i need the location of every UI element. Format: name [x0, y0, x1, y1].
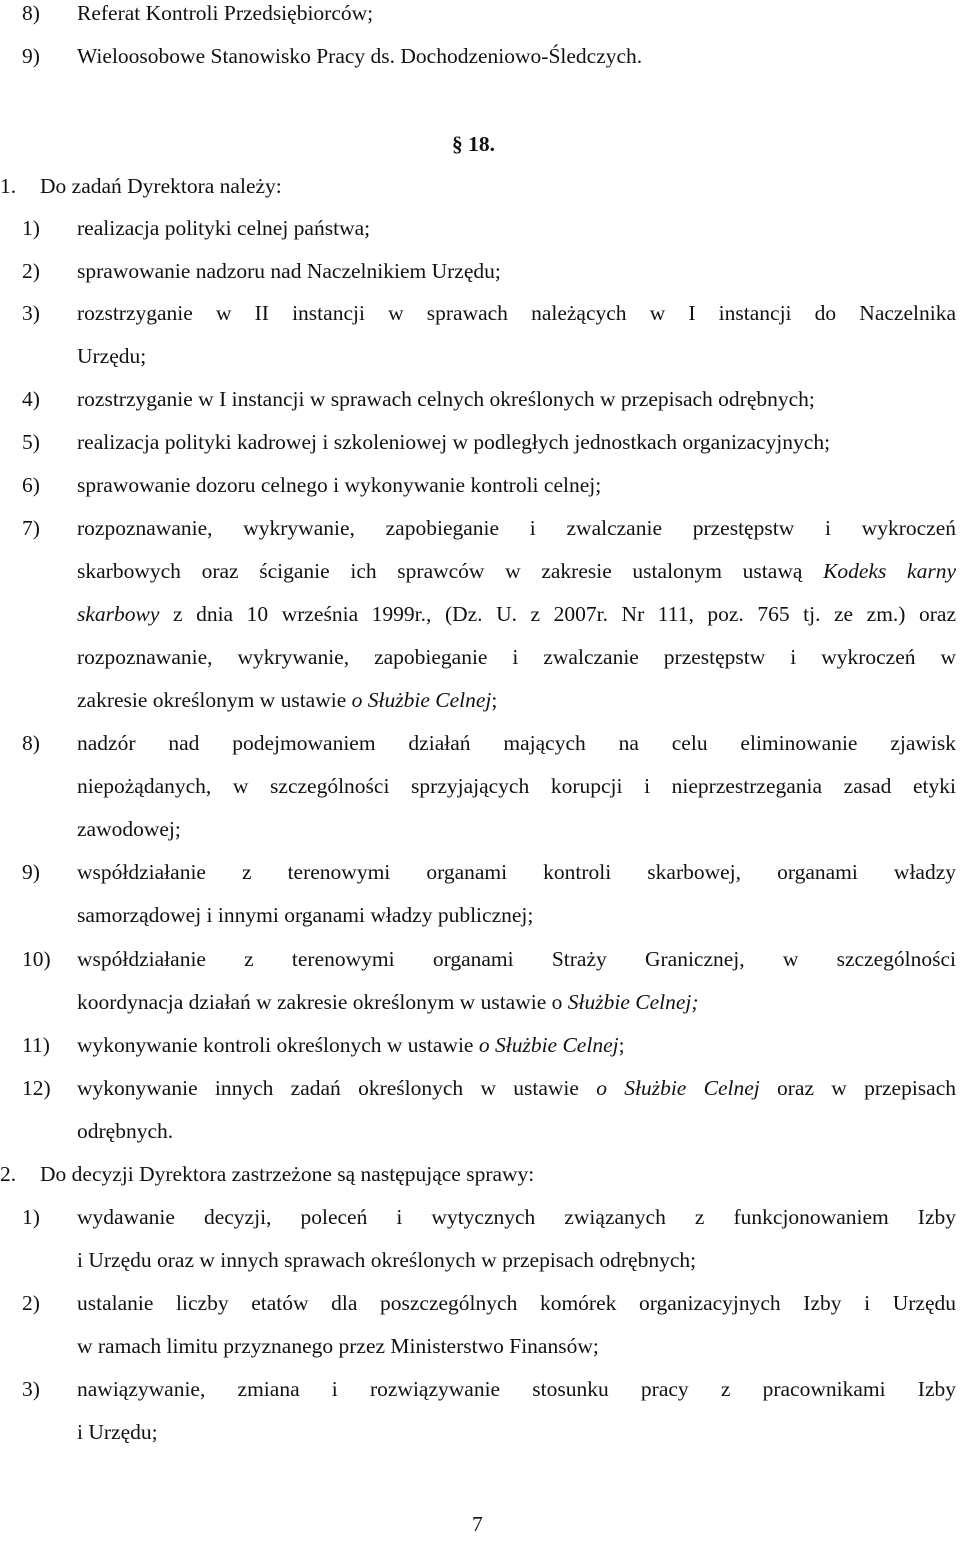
- list-text-line: rozpoznawanie, wykrywanie, zapobieganie i zwalczanie przestępstw i wykroczeń: [77, 516, 956, 540]
- list-text-line: zawodowej;: [77, 817, 181, 841]
- list-text: sprawowanie dozoru celnego i wykonywanie kontroli celnej;: [77, 473, 602, 497]
- list-number: 7): [22, 516, 40, 540]
- list-number: 2): [22, 259, 40, 283]
- law-title: skarbowy: [77, 602, 160, 626]
- list-text-line: nadzór nad podejmowaniem działań mających na celu eliminowanie zjawisk: [77, 731, 956, 755]
- list-text: rozstrzyganie w I instancji w sprawach celnych określonych w przepisach odrębnych;: [77, 387, 815, 411]
- list-text-line: Urzędu;: [77, 344, 147, 368]
- paragraph-intro: Do zadań Dyrektora należy:: [40, 174, 282, 198]
- paragraph-number: 2.: [0, 1162, 17, 1186]
- list-text-line: niepożądanych, w szczególności sprzyjających korupcji i nieprzestrzegania zasad etyki: [77, 774, 956, 798]
- law-title: Kodeks karny: [823, 559, 956, 583]
- list-text-line: wykonywanie innych zadań określonych w ustawie o Służbie Celnej oraz w przepisach: [77, 1076, 957, 1100]
- law-title: o Służbie Celnej: [596, 1076, 760, 1100]
- list-text: Referat Kontroli Przedsiębiorców;: [77, 1, 374, 25]
- list-text: wykonywanie kontroli określonych w ustawie o Służbie Celnej;: [77, 1033, 625, 1057]
- list-text-line: w ramach limitu przyznanego przez Ministerstwo Finansów;: [77, 1334, 599, 1358]
- list-text-line: skarbowych oraz ściganie ich sprawców w zakresie ustalonym ustawą Kodeks karny: [77, 559, 956, 583]
- list-text-line: rozpoznawanie, wykrywanie, zapobieganie i zwalczanie przestępstw i wykroczeń w: [77, 645, 956, 669]
- list-number: 1): [22, 1205, 40, 1229]
- page-number: 7: [472, 1512, 483, 1536]
- paragraph-intro: Do decyzji Dyrektora zastrzeżone są następujące sprawy:: [40, 1162, 535, 1186]
- list-text-line: rozstrzyganie w II instancji w sprawach należących w I instancji do Naczelnika: [77, 301, 956, 325]
- list-text: sprawowanie nadzoru nad Naczelnikiem Urzędu;: [77, 259, 501, 283]
- list-number: 11): [22, 1033, 50, 1057]
- list-text-line: współdziałanie z terenowymi organami Straży Granicznej, w szczególności: [77, 947, 956, 971]
- list-text-line: samorządowej i innymi organami władzy publicznej;: [77, 903, 534, 927]
- list-number: 4): [22, 387, 40, 411]
- list-number: 3): [22, 1377, 40, 1401]
- list-number: 9): [22, 860, 40, 884]
- list-number: 8): [22, 731, 40, 755]
- law-title: Służbie Celnej;: [567, 990, 699, 1014]
- list-number: 3): [22, 301, 40, 325]
- list-text: realizacja polityki kadrowej i szkoleniowej w podległych jednostkach organizacyjnych;: [77, 430, 831, 454]
- list-number: 8): [22, 1, 40, 25]
- list-number: 2): [22, 1291, 40, 1315]
- section-heading: § 18.: [452, 132, 495, 156]
- paragraph-number: 1.: [0, 174, 17, 198]
- list-text-line: odrębnych.: [77, 1119, 174, 1143]
- list-text-line: skarbowy z dnia 10 września 1999r., (Dz. U. z 2007r. Nr 111, poz. 765 tj. ze zm.) oraz: [77, 602, 957, 626]
- list-number: 10): [22, 947, 51, 971]
- list-text-line: ustalanie liczby etatów dla poszczególnych komórek organizacyjnych Izby i Urzędu: [77, 1291, 956, 1315]
- list-number: 6): [22, 473, 40, 497]
- list-text-line: wydawanie decyzji, poleceń i wytycznych związanych z funkcjonowaniem Izby: [77, 1205, 956, 1229]
- list-number: 5): [22, 430, 40, 454]
- list-text-line: i Urzędu;: [77, 1420, 158, 1444]
- law-title: o Służbie Celnej: [478, 1033, 619, 1057]
- law-title: o Służbie Celnej: [351, 688, 492, 712]
- list-text-line: zakresie określonym w ustawie o Służbie Celnej;: [77, 688, 498, 712]
- list-number: 1): [22, 216, 40, 240]
- list-text-line: nawiązywanie, zmiana i rozwiązywanie stosunku pracy z pracownikami Izby: [77, 1377, 956, 1401]
- list-number: 9): [22, 44, 40, 68]
- list-text: Wieloosobowe Stanowisko Pracy ds. Dochodzeniowo-Śledczych.: [77, 44, 643, 68]
- list-text-line: i Urzędu oraz w innych sprawach określonych w przepisach odrębnych;: [77, 1248, 697, 1272]
- list-text-line: współdziałanie z terenowymi organami kontroli skarbowej, organami władzy: [77, 860, 956, 884]
- list-text-line: koordynacja działań w zakresie określonym w ustawie o Służbie Celnej;: [77, 990, 699, 1014]
- list-number: 12): [22, 1076, 51, 1100]
- list-text: realizacja polityki celnej państwa;: [77, 216, 371, 240]
